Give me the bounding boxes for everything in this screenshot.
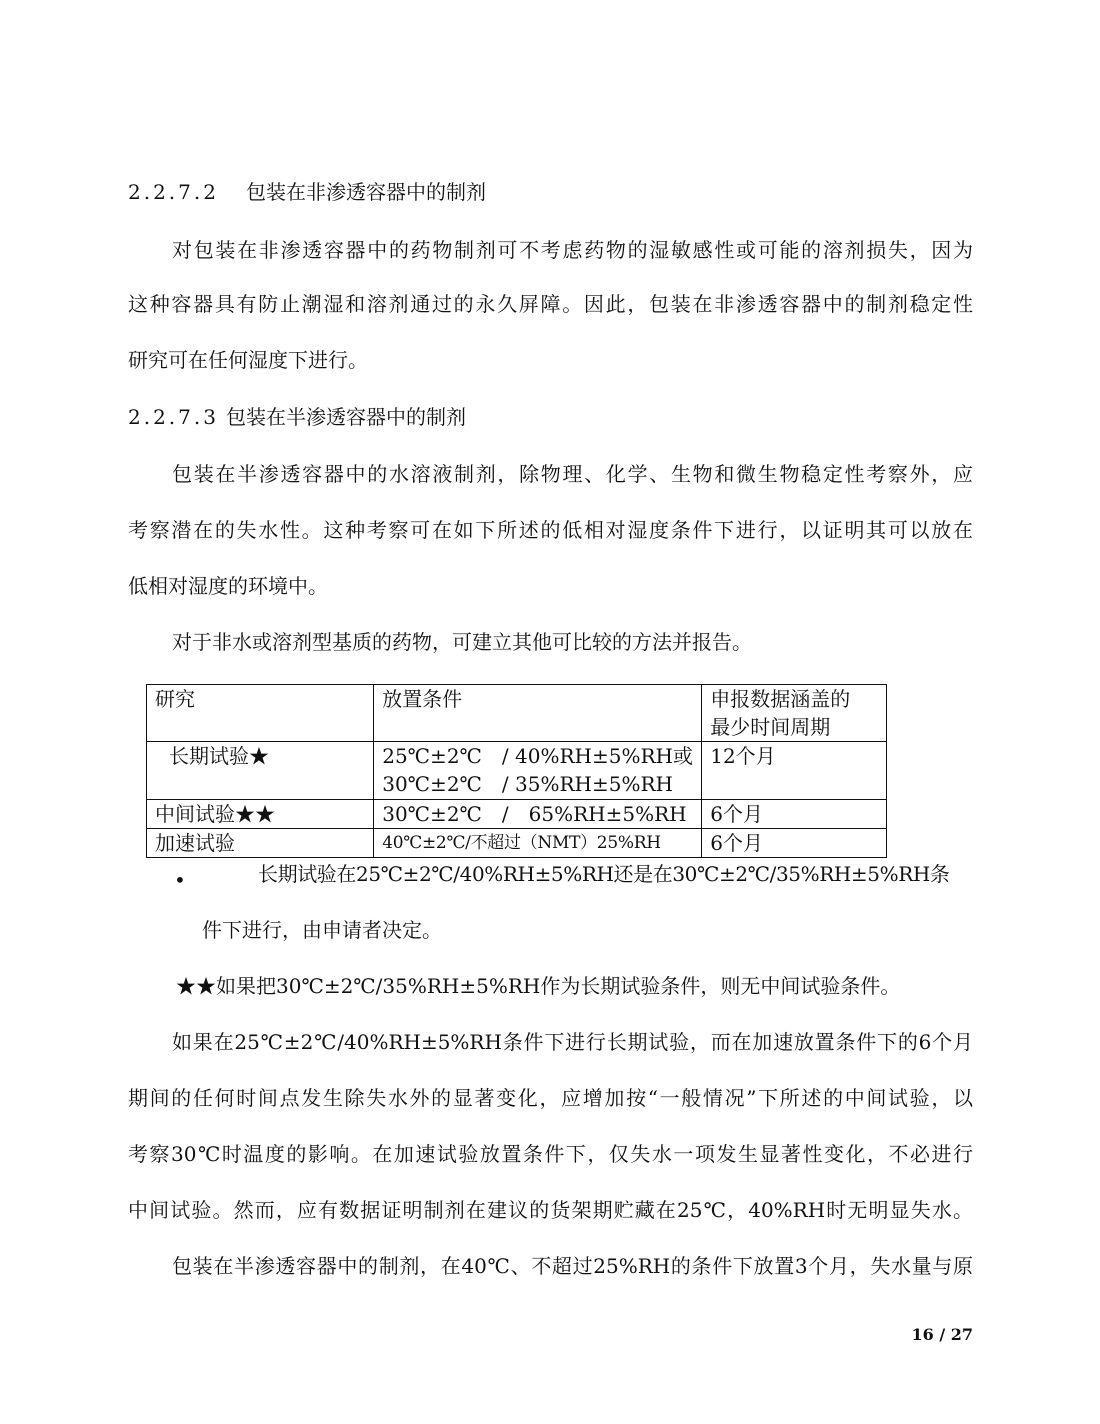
table-cell: 25℃±2℃ / 40%RH±5%RH或 30℃±2℃ / 35%RH±5%RH [374,742,702,800]
table-row [147,742,887,800]
page-number: 16 / 27 [911,1325,973,1344]
section-title: 包装在非渗透容器中的制剂 [246,180,486,204]
paragraph-line: 低相对湿度的环境中。 [128,574,328,598]
bullet-note-line: 件下进行，由申请者决定。 [202,918,442,942]
paragraph-line: 这种容器具有防止潮湿和溶剂通过的永久屏障。因此，包装在非渗透容器中的制剂稳定性 [128,292,973,316]
bullet-note-line: 长期试验在25℃±2℃/40%RH±5%RH还是在30℃±2℃/35%RH±5%RH条 [258,862,950,886]
paragraph-line: 考察30℃时温度的影响。在加速试验放置条件下，仅失水一项发生显著性变化，不必进行 [128,1142,973,1166]
table-cell: 中间试验★★ [147,800,374,829]
paragraph-line: 中间试验。然而，应有数据证明制剂在建议的货架期贮藏在25℃，40%RH时无明显失水。 [128,1198,973,1222]
table-cell: 30℃±2℃ / 65%RH±5%RH [374,800,702,829]
table-cell: 加速试验 [147,829,374,858]
table-header-cell: 放置条件 [374,685,702,742]
section-heading-2-2-7-2 [128,178,973,206]
table-row [147,800,887,829]
section-heading-2-2-7-3 [128,403,973,431]
table-header-cell: 研究 [147,685,374,742]
table-cell: 长期试验★ [147,742,374,800]
table-header-cell: 申报数据涵盖的 最少时间周期 [702,685,887,742]
section-number: 2.2.7.2 [128,180,219,204]
paragraph-line: 期间的任何时间点发生除失水外的显著变化，应增加按“一般情况”下所述的中间试验，以 [128,1086,973,1110]
paragraph-line: 对于非水或溶剂型基质的药物，可建立其他可比较的方法并报告。 [172,630,752,654]
section-title: 包装在半渗透容器中的制剂 [226,405,466,429]
table-header-row [147,685,887,742]
table-cell: 40℃±2℃/不超过（NMT）25%RH [374,829,702,858]
section-number: 2.2.7.3 [128,405,219,429]
table-row [147,829,887,858]
table-cell: 6个月 [702,829,887,858]
paragraph-line: 如果在25℃±2℃/40%RH±5%RH条件下进行长期试验，而在加速放置条件下的6个月 [172,1030,973,1054]
stability-conditions-table [146,684,887,858]
paragraph-line: 研究可在任何湿度下进行。 [128,348,368,372]
paragraph-line: 考察潜在的失水性。这种考察可在如下所述的低相对湿度条件下进行，以证明其可以放在 [128,518,973,542]
paragraph-line: 包装在半渗透容器中的水溶液制剂，除物理、化学、生物和微生物稳定性考察外，应 [172,462,973,486]
bullet-point: • [174,868,186,892]
table-cell: 6个月 [702,800,887,829]
paragraph-line: 包装在半渗透容器中的制剂，在40℃、不超过25%RH的条件下放置3个月，失水量与原 [172,1254,973,1278]
paragraph-line: 对包装在非渗透容器中的药物制剂可不考虑药物的湿敏感性或可能的溶剂损失，因为 [172,238,973,262]
table-cell: 12个月 [702,742,887,800]
star-note: ★★如果把30℃±2℃/35%RH±5%RH作为长期试验条件，则无中间试验条件。 [176,974,901,998]
